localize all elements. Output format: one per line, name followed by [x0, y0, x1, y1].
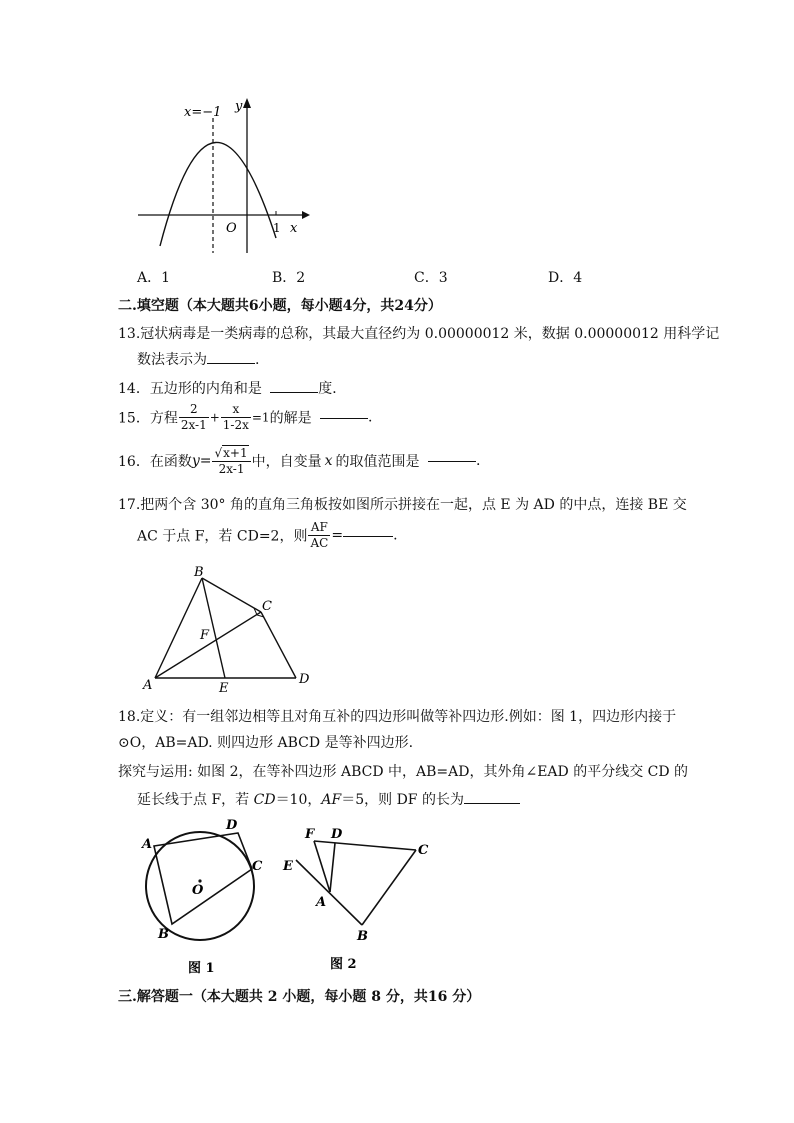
q18-af: AF	[321, 792, 342, 808]
q12-option-c: C．3	[414, 270, 448, 286]
q12-x-label: x	[290, 221, 298, 236]
q17-answer-blank[interactable]	[343, 535, 393, 537]
fig1-caption: 图 1	[188, 961, 215, 976]
fig1-label-d: D	[226, 818, 238, 833]
q12-option-d: D．4	[548, 270, 583, 286]
section3-header: 三.解答题一（本大题共 2 小题，每小题 8 分，共16 分）	[118, 989, 481, 1005]
fig2-label-b: B	[357, 929, 368, 944]
q15-fraction-1	[179, 402, 209, 433]
fig1-label-a: A	[142, 837, 153, 852]
q14	[118, 378, 346, 398]
q16-y-eq: y=	[191, 453, 212, 469]
q15-answer-blank[interactable]	[320, 417, 368, 419]
q17-fraction	[308, 520, 330, 551]
q16-num-radicand: x+1	[223, 446, 248, 460]
q16-answer-blank[interactable]	[428, 460, 476, 462]
q13-answer-blank[interactable]	[207, 362, 255, 364]
q15	[118, 402, 372, 433]
q17-label-f: F	[200, 628, 210, 643]
fig2-caption: 图 2	[330, 957, 357, 972]
q17-triangle-figure	[138, 562, 318, 694]
q17-line2	[137, 520, 398, 551]
fig1-label-o: O	[192, 883, 204, 898]
fig1-label-b: B	[158, 927, 169, 942]
q17-label-b: B	[194, 565, 204, 580]
q15-frac1-num: 2	[179, 402, 209, 418]
q16-end: .	[475, 453, 481, 469]
q12-option-a: A．1	[137, 270, 171, 286]
q18-af-val: ＝5，则 DF 的长为	[341, 792, 464, 808]
fig2-label-e: E	[283, 859, 293, 874]
q16-den: 2x-1	[218, 462, 245, 476]
q17-equals: =	[331, 527, 344, 544]
q17-label-a: A	[143, 678, 153, 693]
q13-line2-text: 数法表示为	[137, 352, 207, 368]
q14-answer-blank[interactable]	[270, 391, 318, 393]
q18-line2: ⊙O，AB=AD. 则四边形 ABCD 是等补四边形.	[118, 735, 414, 751]
q16	[118, 445, 480, 477]
q15-frac2-den: 1-2x	[222, 418, 249, 432]
q15-frac2-num: x	[221, 402, 251, 418]
q18-cd: CD	[253, 792, 276, 808]
q15-fraction-2	[221, 402, 251, 433]
q12-axis-label: x=−1	[184, 105, 222, 120]
q17-frac-num: AF	[308, 520, 330, 536]
q16-var: x	[324, 453, 333, 469]
q18-line1: 18.定义：有一组邻边相等且对角互补的四边形叫做等补四边形.例如：图 1，四边形内接于	[118, 709, 677, 725]
q18-cd-val: ＝10，	[275, 792, 322, 808]
q17-frac-den: AC	[310, 536, 329, 550]
q16-fraction	[212, 445, 250, 477]
q15-suffix: 的解是	[269, 410, 312, 427]
q12-parabola-figure	[130, 88, 310, 258]
q12-origin-label: O	[226, 221, 237, 236]
q18-answer-blank[interactable]	[464, 802, 520, 804]
fig2-label-d: D	[331, 827, 343, 842]
q14-suffix: 度．	[318, 381, 347, 397]
q17-label-e: E	[219, 681, 229, 694]
q17-label-d: D	[299, 672, 310, 687]
fig2-label-a: A	[316, 895, 327, 910]
fig1-label-c: C	[252, 859, 263, 874]
fig2-label-f: F	[305, 827, 315, 842]
q16-prefix: 16．在函数	[118, 454, 192, 470]
q17-line1: 17.把两个含 30° 角的直角三角板按如图所示拼接在一起，点 E 为 AD 的中点，连接 BE 交	[118, 497, 687, 513]
q16-suffix: 的取值范围是	[335, 454, 420, 470]
q12-option-b: B．2	[272, 270, 306, 286]
fig2-label-c: C	[418, 843, 429, 858]
q13-line1: 13.冠状病毒是一类病毒的总称，其最大直径约为 0.00000012 米，数据 0.00000012 用科学记	[118, 326, 720, 342]
q18-figure-2	[280, 822, 440, 974]
q17-end: .	[393, 527, 398, 544]
q18-line3: 探究与运用: 如图 2，在等补四边形 ABCD 中，AB=AD，其外角∠EAD 的平分线交 CD 的	[118, 764, 689, 780]
q12-y-label: y	[235, 99, 243, 114]
q12-one-label: 1	[273, 221, 281, 235]
q15-frac1-den: 2x-1	[180, 418, 207, 432]
q17-label-c: C	[262, 599, 272, 614]
q15-plus: +	[209, 410, 220, 425]
q15-end: .	[368, 409, 373, 426]
q18-figure-1	[138, 812, 272, 978]
q13-line2	[137, 349, 259, 369]
section2-header: 二.填空题（本大题共6小题，每小题4分，共24分）	[118, 298, 442, 314]
q16-num: √x+1	[212, 445, 250, 462]
q17-line2-prefix: AC 于点 F，若 CD=2，则	[137, 528, 308, 545]
q13-line2-end: .	[255, 352, 260, 368]
q15-prefix: 15．方程	[118, 410, 178, 427]
q18-line4-prefix: 延长线于点 F，若	[137, 792, 250, 808]
q16-middle: 中，自变量	[251, 454, 322, 470]
q18-line4	[137, 789, 520, 809]
q15-equals: =1	[251, 410, 270, 425]
q14-prefix: 14．五边形的内角和是	[118, 381, 262, 397]
